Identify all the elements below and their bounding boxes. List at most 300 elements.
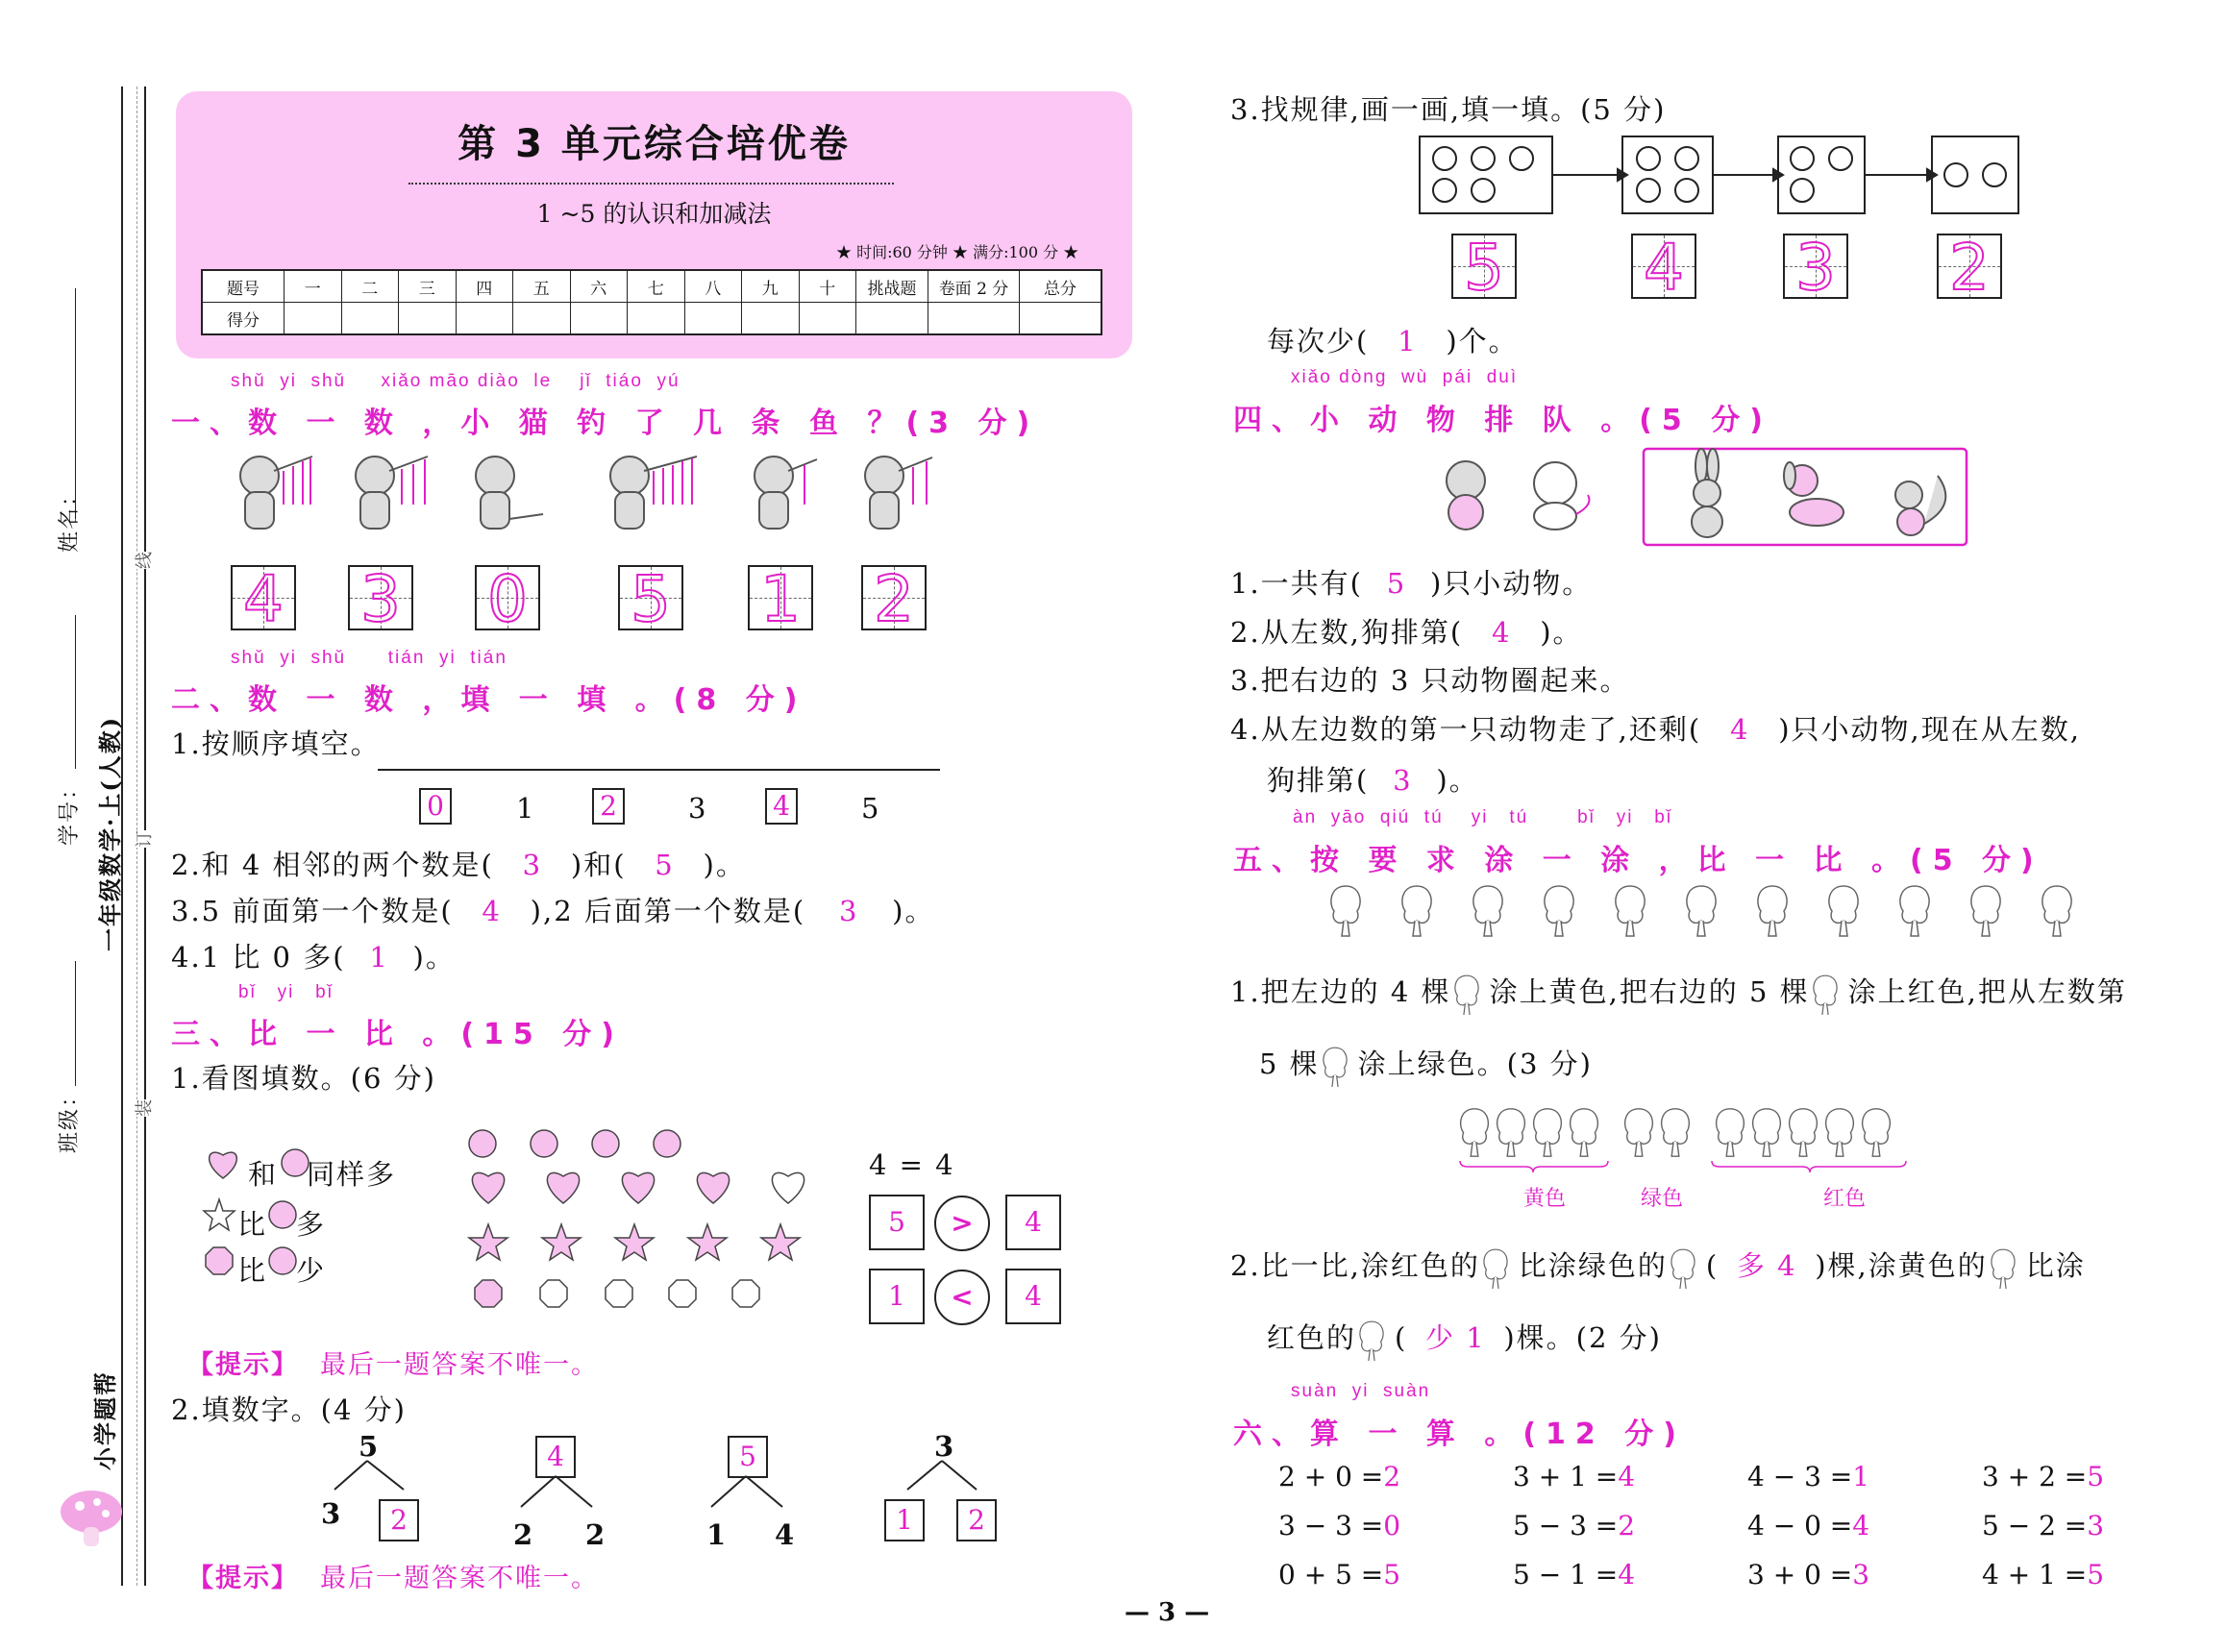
tree-icon xyxy=(1829,886,1858,936)
score-input-cell[interactable] xyxy=(399,303,457,335)
tree-icon xyxy=(1687,886,1716,936)
score-input-cell[interactable] xyxy=(628,303,685,335)
heart-icon xyxy=(772,1172,804,1203)
s6-pinyin: suàn yi suàn xyxy=(1291,1381,1431,1401)
r3-each xyxy=(1267,320,1519,359)
grid-answer: 4 xyxy=(243,562,284,636)
s3-title: 三、比 一 比 。(15 分) xyxy=(171,1018,624,1051)
answer-blank[interactable]: 少 1 xyxy=(1425,1321,1486,1354)
octagon-icon xyxy=(475,1280,502,1307)
circle-icon xyxy=(531,1130,557,1157)
score-input-cell[interactable] xyxy=(1020,303,1102,335)
heart-icon xyxy=(547,1172,579,1203)
score-input-cell[interactable] xyxy=(928,303,1020,335)
numline-box[interactable] xyxy=(419,788,452,825)
tip-text: 最后一题答案不唯一。 xyxy=(320,1564,599,1593)
numline-box[interactable] xyxy=(592,788,625,825)
eq-text: 4 − 0 = xyxy=(1747,1510,1853,1541)
s3-row-text: 比 xyxy=(237,1208,268,1241)
r3-title: 3.找规律,画一画,填一填。(5 分) xyxy=(1230,93,1667,126)
equation xyxy=(1747,1461,1869,1492)
tree-icon xyxy=(1971,886,2000,936)
s2-q2-text: )和( xyxy=(570,849,627,881)
eq-answer[interactable]: 0 xyxy=(1383,1510,1401,1541)
monkey-icon xyxy=(1447,461,1485,530)
eq-answer[interactable]: 4 xyxy=(1618,1461,1636,1492)
octagon-icon xyxy=(540,1280,567,1307)
tip-text: 最后一题答案不唯一。 xyxy=(320,1350,599,1380)
tree-icon xyxy=(1451,973,1490,1015)
answer-blank[interactable]: 多 4 xyxy=(1736,1249,1797,1282)
s5-q2-text: )棵。(2 分) xyxy=(1503,1321,1662,1354)
rabbit-icon xyxy=(1692,449,1722,537)
score-table-score-row xyxy=(202,303,1101,335)
grade-label: 一年级数学·上(人教) xyxy=(96,715,124,951)
cat-fishing-illustrations xyxy=(221,442,952,538)
s5-q2-cont xyxy=(1267,1317,1662,1361)
s5-q1 xyxy=(1230,971,2127,1015)
tip-label: 【提示】 xyxy=(187,1564,299,1593)
dog-icon xyxy=(1784,462,1843,526)
tree-icon xyxy=(1480,1246,1519,1289)
s3-pinyin: bǐ yi bǐ xyxy=(238,982,334,1002)
s2-title: 二、数 一 数 ，填 一 填 。(8 分) xyxy=(171,683,807,717)
tree-icon xyxy=(1900,886,1929,936)
tree-answer: 5 xyxy=(739,1441,756,1472)
s4-q2 xyxy=(1230,611,1583,651)
s3-row-text: 少 xyxy=(296,1254,327,1287)
s3-row-text: 同样多 xyxy=(307,1158,397,1191)
score-head-cell: 总分 xyxy=(1020,270,1102,303)
s3-row-text: 多 xyxy=(296,1208,327,1241)
tree-icon xyxy=(1826,1109,1854,1156)
eq-text: 4 − 3 = xyxy=(1747,1461,1853,1492)
page-title: 第 3 单元综合培优卷 xyxy=(458,122,851,166)
tree-icon xyxy=(1461,1109,1489,1156)
tree-answer-box[interactable] xyxy=(535,1436,576,1478)
grid-answer: 0 xyxy=(487,562,528,636)
tree-icon xyxy=(1662,1109,1690,1156)
tree-icon xyxy=(1790,1109,1818,1156)
star-icon xyxy=(615,1224,654,1260)
s2-q2-text: 2.和 4 相邻的两个数是( xyxy=(171,849,494,881)
s1-pinyin: shǔ yi shǔ xiǎo māo diào le jǐ tiáo yú xyxy=(231,371,680,391)
class-label: 班级： xyxy=(58,1083,82,1153)
score-head-cell: 八 xyxy=(684,270,742,303)
star-icon xyxy=(542,1224,581,1260)
grid-answer: 2 xyxy=(1949,231,1990,305)
equation xyxy=(1747,1510,1869,1541)
equation xyxy=(1982,1559,2104,1590)
score-head-cell: 十 xyxy=(799,270,856,303)
star-icon xyxy=(688,1224,727,1260)
s5-q1-text: 5 棵 xyxy=(1259,1048,1320,1080)
equation xyxy=(1513,1559,1635,1590)
score-table xyxy=(201,269,1102,335)
eq-answer[interactable]: 5 xyxy=(2087,1559,2105,1590)
tree-answer-box[interactable] xyxy=(728,1436,768,1478)
s4-q1-text: )只小动物。 xyxy=(1429,567,1593,600)
id-label: 学号： xyxy=(58,776,82,846)
s2-q4 xyxy=(171,936,456,975)
id-line xyxy=(75,615,76,769)
eq-text: 3 + 2 = xyxy=(1982,1461,2088,1492)
compare-answer: < xyxy=(951,1281,974,1313)
score-head-cell: 二 xyxy=(341,270,399,303)
s1-title: 一、数 一 数 ，小 猫 钓 了 几 条 鱼 ？(3 分) xyxy=(171,407,1040,440)
tree-top: 3 xyxy=(934,1430,956,1463)
tree-icon xyxy=(1616,886,1645,936)
answer-grid[interactable] xyxy=(618,562,683,636)
score-input-cell[interactable] xyxy=(742,303,800,335)
equation xyxy=(1278,1559,1400,1590)
score-head-cell: 一 xyxy=(285,270,342,303)
compare-box[interactable] xyxy=(869,1269,925,1324)
answer-blank[interactable]: 4 xyxy=(1491,616,1512,649)
s3-q1: 1.看图填数。(6 分) xyxy=(171,1062,436,1095)
tree-top: 5 xyxy=(359,1430,381,1463)
s2-q2 xyxy=(171,844,746,883)
numline-answer: 0 xyxy=(427,790,444,822)
compare-circle[interactable] xyxy=(934,1270,990,1325)
s3-row-text: 比 xyxy=(237,1254,268,1287)
grid-answer: 4 xyxy=(1644,231,1684,305)
numline-box[interactable] xyxy=(765,788,798,825)
title-divider xyxy=(408,183,894,185)
cut-label-zhuang: 装 xyxy=(131,1099,156,1117)
star-icon xyxy=(761,1224,800,1260)
s2-q3-text: 3.5 前面第一个数是( xyxy=(171,895,454,927)
tree-row xyxy=(1326,882,2076,942)
score-head-cell: 挑战题 xyxy=(856,270,928,303)
s2-q2-text: )。 xyxy=(703,849,746,881)
r3-each-text: )个。 xyxy=(1446,325,1519,358)
grid-answer: 3 xyxy=(360,562,401,636)
score-head-cell: 六 xyxy=(570,270,628,303)
tree-icon xyxy=(1753,1109,1781,1156)
s2-q3 xyxy=(171,890,935,929)
compare-answer: > xyxy=(951,1207,974,1239)
cat-icon xyxy=(240,456,932,529)
s4-q4 xyxy=(1230,708,2081,748)
class-line xyxy=(75,961,76,1086)
eq-text: 2 + 0 = xyxy=(1278,1461,1384,1492)
tree-icon xyxy=(1571,1109,1598,1156)
grid-answer: 5 xyxy=(631,562,671,636)
label-red: 红色 xyxy=(1823,1187,1867,1211)
tree-icon xyxy=(1988,1246,2026,1289)
equation xyxy=(1513,1510,1635,1541)
s2-q4-text: 4.1 比 0 多( xyxy=(171,941,346,974)
numline-number: 3 xyxy=(688,792,708,825)
s4-q1 xyxy=(1230,562,1592,602)
score-head-cell: 七 xyxy=(628,270,685,303)
s5-pinyin: àn yāo qiú tú yi tú bǐ yi bǐ xyxy=(1293,807,1673,827)
eq-answer[interactable]: 2 xyxy=(1383,1461,1401,1492)
score-input-cell[interactable] xyxy=(513,303,571,335)
heart-icon xyxy=(697,1172,729,1203)
tree-right: 2 xyxy=(585,1518,607,1551)
s4-q4-text: 4.从左边数的第一只动物走了,还剩( xyxy=(1230,713,1702,746)
s3-tip2 xyxy=(187,1557,599,1594)
numline-answer: 2 xyxy=(600,790,617,822)
octagon-icon xyxy=(206,1247,233,1274)
tree-answer: 1 xyxy=(896,1504,913,1536)
score-input-cell[interactable] xyxy=(570,303,628,335)
tree-icon xyxy=(1473,886,1502,936)
s5-q1-text: 涂上绿色。(3 分) xyxy=(1357,1048,1593,1080)
tree-right: 4 xyxy=(775,1518,797,1551)
tree-icon xyxy=(1717,1109,1744,1156)
equation xyxy=(1278,1510,1400,1541)
s5-q2-text: 红色的 xyxy=(1267,1321,1357,1354)
score-input-cell[interactable] xyxy=(456,303,513,335)
s3-equation: 4 = 4 xyxy=(869,1148,955,1181)
tree-icon xyxy=(1625,1109,1653,1156)
s2-pinyin: shǔ yi shǔ tián yi tián xyxy=(231,648,507,668)
eq-answer[interactable]: 5 xyxy=(1383,1559,1401,1590)
dots-box xyxy=(1622,136,1713,213)
s5-q2-text: ( xyxy=(1395,1321,1408,1354)
answer-blank[interactable]: 1 xyxy=(369,941,389,974)
eq-answer[interactable]: 4 xyxy=(1618,1559,1636,1590)
tree-left: 3 xyxy=(321,1497,343,1530)
score-table-header-row xyxy=(202,270,1101,303)
tree-icon xyxy=(1534,1109,1562,1156)
compare-answer: 5 xyxy=(888,1206,905,1238)
mushroom-logo-icon xyxy=(53,1485,130,1552)
tree-icon xyxy=(1668,1246,1706,1289)
answer-blank[interactable]: 5 xyxy=(1386,567,1407,600)
tip-label: 【提示】 xyxy=(187,1350,299,1380)
octagon-icon xyxy=(669,1280,696,1307)
page-number: — 3 — xyxy=(1125,1598,1210,1627)
compare-box[interactable] xyxy=(869,1195,925,1250)
animal-row xyxy=(1432,447,1970,548)
s5-q2-text: )棵,涂黄色的 xyxy=(1815,1249,1988,1282)
score-input-cell[interactable] xyxy=(285,303,342,335)
brand-label: 小学题帮 xyxy=(92,1370,119,1470)
s5-q1-cont xyxy=(1259,1043,1593,1087)
s3-row2 xyxy=(237,1203,326,1243)
eq-text: 5 − 1 = xyxy=(1513,1559,1619,1590)
circle-icon xyxy=(654,1130,680,1157)
answer-blank[interactable]: 5 xyxy=(655,849,675,881)
answer-grid[interactable] xyxy=(475,562,540,636)
tree-answer: 4 xyxy=(547,1441,564,1472)
score-input-cell[interactable] xyxy=(341,303,399,335)
answer-grid[interactable] xyxy=(1937,231,2002,305)
tree-icon xyxy=(1545,886,1573,936)
red-brace xyxy=(1712,1161,1906,1172)
yellow-brace xyxy=(1460,1161,1608,1172)
number-line xyxy=(378,769,940,771)
equation xyxy=(1747,1559,1869,1590)
s5-q2-text: 2.比一比,涂红色的 xyxy=(1230,1249,1480,1282)
eq-answer[interactable]: 2 xyxy=(1618,1510,1636,1541)
answer-grid[interactable] xyxy=(1783,231,1848,305)
score-head-cell: 九 xyxy=(742,270,800,303)
circle-icon xyxy=(592,1130,619,1157)
s3-q2: 2.填数字。(4 分) xyxy=(171,1393,407,1426)
heart-icon xyxy=(622,1172,654,1203)
tree-left: 2 xyxy=(513,1518,535,1551)
tree-answer: 2 xyxy=(968,1504,985,1536)
compare-box[interactable] xyxy=(1005,1269,1061,1324)
score-label-cell: 得分 xyxy=(202,303,285,335)
compare-answer: 1 xyxy=(888,1280,905,1312)
grid-answer: 3 xyxy=(1795,231,1836,305)
answer-grid[interactable] xyxy=(748,562,813,636)
numline-answer: 4 xyxy=(773,790,790,822)
s4-q4-text: 狗排第( xyxy=(1267,764,1370,797)
numline-number: 5 xyxy=(861,792,881,825)
star-icon xyxy=(469,1224,507,1260)
s4-q4-text: )只小动物,现在从左数, xyxy=(1778,713,2081,746)
tree-icon xyxy=(2042,886,2071,936)
tree-icon xyxy=(1758,886,1787,936)
s5-q2-text: 比涂 xyxy=(2025,1249,2086,1282)
grid-answer: 2 xyxy=(874,562,914,636)
cat-icon xyxy=(1534,462,1590,530)
circle-icon xyxy=(469,1130,496,1157)
s4-q2-text: )。 xyxy=(1540,616,1583,649)
s3-row3 xyxy=(237,1249,326,1289)
s2-q3-text: )。 xyxy=(892,895,935,927)
s5-q2 xyxy=(1230,1245,2086,1289)
s4-pinyin: xiǎo dòng wù pái duì xyxy=(1291,367,1519,387)
eq-answer[interactable]: 4 xyxy=(1852,1510,1870,1541)
label-green: 绿色 xyxy=(1641,1187,1684,1211)
squirrel-icon xyxy=(1895,476,1945,535)
eq-text: 3 + 1 = xyxy=(1513,1461,1619,1492)
tree-answer-box[interactable] xyxy=(379,1499,419,1541)
tree-icon xyxy=(1320,1045,1358,1087)
compare-circle[interactable] xyxy=(934,1196,990,1251)
r3-each-text: 每次少( xyxy=(1267,325,1370,358)
eq-text: 0 + 5 = xyxy=(1278,1559,1384,1590)
equation xyxy=(1513,1461,1635,1492)
cut-label-ding: 订 xyxy=(131,830,156,848)
eq-text: 3 + 0 = xyxy=(1747,1559,1853,1590)
eq-text: 5 − 2 = xyxy=(1982,1510,2088,1541)
s4-q4-cont xyxy=(1267,759,1479,799)
s3-shape-grid xyxy=(461,1124,817,1317)
s2-q3-text: ),2 后面第一个数是( xyxy=(530,895,806,927)
eq-answer[interactable]: 5 xyxy=(2087,1461,2105,1492)
cut-label-line: 线 xyxy=(131,552,156,569)
score-head-cell: 四 xyxy=(456,270,513,303)
s3-row1 xyxy=(248,1153,396,1193)
answer-grid[interactable] xyxy=(1451,231,1517,305)
answer-blank[interactable]: 4 xyxy=(482,895,502,927)
eq-answer[interactable]: 1 xyxy=(1852,1461,1870,1492)
answer-blank[interactable]: 1 xyxy=(1398,325,1418,358)
tree-answer-box[interactable] xyxy=(884,1499,925,1541)
score-head-cell: 三 xyxy=(399,270,457,303)
compare-box[interactable] xyxy=(1005,1195,1061,1250)
s5-q1-text: 涂上黄色,把右边的 5 棵 xyxy=(1489,975,1810,1008)
s5-q1-text: 1.把左边的 4 棵 xyxy=(1230,975,1451,1008)
dots-box xyxy=(1778,136,1865,213)
s5-title: 五、按 要 求 涂 一 涂 ，比 一 比 。(5 分) xyxy=(1233,844,2043,877)
s4-q1-text: 1.一共有( xyxy=(1230,567,1363,600)
answer-grid[interactable] xyxy=(1631,231,1696,305)
score-head-cell: 五 xyxy=(513,270,571,303)
answer-blank[interactable]: 3 xyxy=(522,849,543,881)
s3-tip xyxy=(187,1344,599,1381)
tree-icon xyxy=(1863,1109,1891,1156)
score-input-cell[interactable] xyxy=(856,303,928,335)
score-input-cell[interactable] xyxy=(684,303,742,335)
tree-icon xyxy=(1331,886,1360,936)
s2-q4-text: )。 xyxy=(412,941,456,974)
eq-text: 5 − 3 = xyxy=(1513,1510,1619,1541)
score-head-cell: 卷面 2 分 xyxy=(928,270,1020,303)
answer-blank[interactable]: 4 xyxy=(1729,713,1750,746)
answer-blank[interactable]: 3 xyxy=(1393,764,1413,797)
s4-q4-text: )。 xyxy=(1436,764,1479,797)
s5-q2-text: 比涂绿色的 xyxy=(1518,1249,1668,1282)
tree-answer-box[interactable] xyxy=(956,1499,997,1541)
octagon-icon xyxy=(732,1280,759,1307)
score-head-cell: 题号 xyxy=(202,270,285,303)
page-subtitle: 1 ~5 的认识和加减法 xyxy=(536,200,772,228)
tree-icon xyxy=(1497,1109,1525,1156)
equation xyxy=(1982,1510,2104,1541)
tree-icon xyxy=(1810,973,1848,1015)
s4-title: 四、小 动 物 排 队 。(5 分) xyxy=(1233,404,1772,437)
s2-q1: 1.按顺序填空。 xyxy=(171,727,381,760)
answer-grid[interactable] xyxy=(861,562,927,636)
binding-strip xyxy=(0,0,154,1652)
eq-text: 4 + 1 = xyxy=(1982,1559,2088,1590)
s5-q1-text: 涂上红色,把从左数第 xyxy=(1847,975,2127,1008)
tree-answer: 2 xyxy=(390,1504,408,1536)
pattern-dots-sequence xyxy=(1418,135,2033,221)
colored-tree-row xyxy=(1456,1105,1956,1172)
grid-answer: 1 xyxy=(760,562,801,636)
s5-q2-text: ( xyxy=(1705,1249,1720,1282)
eq-text: 3 − 3 = xyxy=(1278,1510,1384,1541)
tree-icon xyxy=(1356,1319,1395,1361)
heart-icon xyxy=(210,1152,237,1178)
score-input-cell[interactable] xyxy=(799,303,856,335)
compare-answer: 4 xyxy=(1025,1206,1042,1238)
s4-q2-text: 2.从左数,狗排第( xyxy=(1230,616,1464,649)
exam-info: ★ 时间:60 分钟 ★ 满分:100 分 ★ xyxy=(836,243,1079,261)
numline-number: 1 xyxy=(516,792,536,825)
s4-q3: 3.把右边的 3 只动物圈起来。 xyxy=(1230,664,1630,697)
answer-blank[interactable]: 3 xyxy=(838,895,859,927)
grid-answer: 5 xyxy=(1464,231,1504,305)
s3-row-text: 和 xyxy=(248,1158,279,1191)
tree-left: 1 xyxy=(706,1518,729,1551)
equation xyxy=(1278,1461,1400,1492)
compare-answer: 4 xyxy=(1025,1280,1042,1312)
tree-icon xyxy=(1402,886,1431,936)
s6-title: 六、算 一 算 。(12 分) xyxy=(1233,1418,1686,1451)
heart-icon xyxy=(472,1172,504,1203)
star-icon xyxy=(204,1199,235,1230)
eq-answer[interactable]: 3 xyxy=(1852,1559,1870,1590)
equation xyxy=(1982,1461,2104,1492)
label-yellow: 黄色 xyxy=(1523,1187,1567,1211)
octagon-icon xyxy=(606,1280,632,1307)
answer-grid[interactable] xyxy=(348,562,413,636)
eq-answer[interactable]: 3 xyxy=(2087,1510,2105,1541)
answer-grid[interactable] xyxy=(231,562,296,636)
